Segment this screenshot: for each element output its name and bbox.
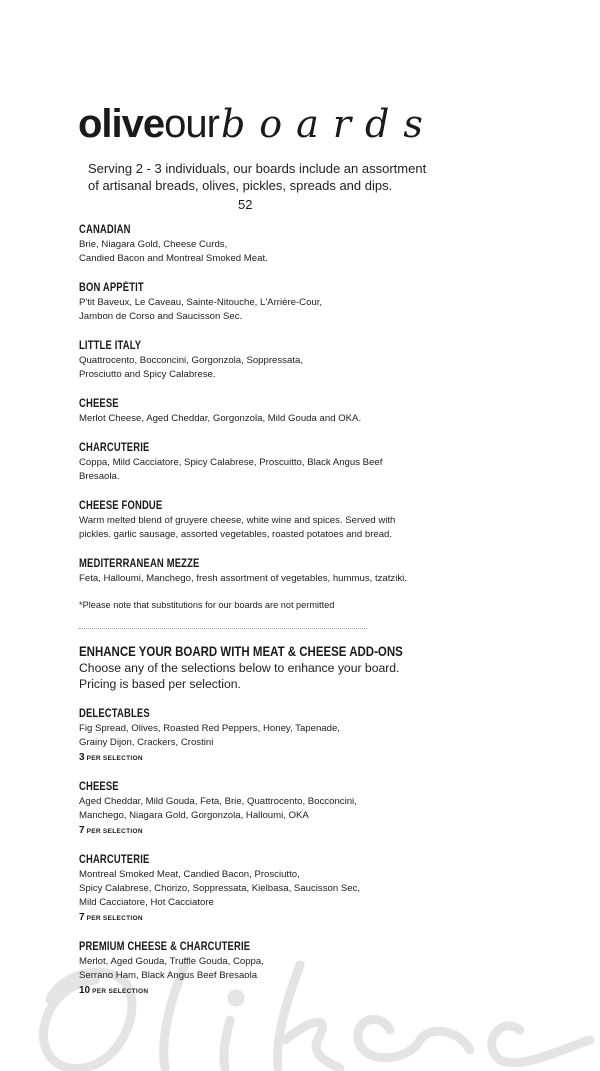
addon-price — [79, 750, 409, 766]
addon-description: Aged Cheddar, Mild Gouda, Feta, Brie, Quattrocento, Bocconcini, Manchego, Niagara Gold, Gorgonzola, Halloumi, OKA — [79, 796, 357, 821]
menu-item — [79, 336, 409, 382]
board-price: 52 — [238, 197, 253, 212]
addon-price — [79, 823, 409, 839]
addon-description: Merlot, Aged Gouda, Truffle Gouda, Coppa, Serrano Ham, Black Angus Beef Bresaola — [79, 956, 264, 981]
item-description: Quattrocento, Bocconcini, Gorgonzola, Soppressata, Prosciutto and Spicy Calabrese. — [79, 355, 303, 380]
item-name: CANADIAN — [79, 224, 131, 236]
item-name: CHEESE FONDUE — [79, 500, 163, 512]
item-description: P'tit Baveux, Le Caveau, Sainte-Nitouche, L'Arrière-Cour, Jambon de Corso and Saucisson Sec. — [79, 297, 323, 322]
price-value: 7 — [79, 912, 85, 923]
item-description: Brie, Niagara Gold, Cheese Curds, Candied Bacon and Montreal Smoked Meat. — [79, 239, 268, 264]
menu-item — [79, 394, 409, 426]
addons-title: ENHANCE YOUR BOARD WITH MEAT & CHEESE ADD-ONS — [79, 643, 403, 659]
per-selection-label: PER SELECTION — [92, 988, 149, 995]
addon-name: PREMIUM CHEESE & CHARCUTERIE — [79, 941, 251, 953]
board-list — [79, 220, 409, 586]
item-name: MEDITERRANEAN MEZZE — [79, 558, 200, 570]
item-description: Coppa, Mild Cacciatore, Spicy Calabrese, Proscuitto, Black Angus Beef Bresaola. — [79, 457, 383, 482]
addon-item — [79, 937, 409, 999]
item-name: BON APPÉTIT — [79, 282, 144, 294]
addon-name: DELECTABLES — [79, 708, 150, 720]
addon-name: CHARCUTERIE — [79, 854, 150, 866]
title-olive: olive — [78, 102, 165, 146]
addon-list — [79, 704, 409, 999]
intro-text: Serving 2 - 3 individuals, our boards include an assortment of artisanal breads, olives, pickles, spreads and dips. — [88, 161, 427, 193]
menu-content — [79, 220, 409, 1010]
price-value: 10 — [79, 985, 91, 996]
dotted-divider — [79, 628, 367, 629]
addon-item — [79, 850, 409, 926]
item-name: LITTLE ITALY — [79, 340, 142, 352]
menu-item — [79, 220, 409, 266]
per-selection-label: PER SELECTION — [86, 755, 143, 762]
menu-item — [79, 496, 409, 542]
per-selection-label: PER SELECTION — [86, 915, 143, 922]
substitution-note: *Please note that substitutions for our boards are not permitted — [79, 600, 335, 610]
menu-item — [79, 278, 409, 324]
price-value: 7 — [79, 825, 85, 836]
per-selection-label: PER SELECTION — [86, 828, 143, 835]
price-value: 3 — [79, 752, 85, 763]
addon-item — [79, 704, 409, 766]
addon-price — [79, 910, 409, 926]
page-title — [78, 104, 437, 144]
item-description: Merlot Cheese, Aged Cheddar, Gorgonzola, Mild Gouda and OKA. — [79, 413, 362, 424]
addon-price — [79, 983, 409, 999]
menu-item — [79, 438, 409, 484]
item-name: CHEESE — [79, 398, 119, 410]
item-description: Feta, Halloumi, Manchego, fresh assortment of vegetables, hummus, tzatziki. — [79, 573, 407, 584]
addon-item — [79, 777, 409, 839]
title-our: our — [164, 102, 219, 146]
addon-description: Fig Spread, Olives, Roasted Red Peppers, Honey, Tapenade, Grainy Dijon, Crackers, Crostini — [79, 723, 340, 748]
addons-description: Choose any of the selections below to enhance your board. Pricing is based per selection. — [79, 661, 400, 691]
addon-description: Montreal Smoked Meat, Candied Bacon, Prosciutto, Spicy Calabrese, Chorizo, Soppressata, Kielbasa, Saucisson Sec, Mild Cacciatore, Hot Cacciatore — [79, 869, 361, 908]
title-boards: boards — [220, 102, 437, 146]
menu-item — [79, 554, 409, 586]
item-description: Warm melted blend of gruyere cheese, white wine and spices. Served with pickles. garlic sausage, assorted vegetables, roasted potatoes and bread. — [79, 515, 396, 540]
addon-name: CHEESE — [79, 781, 119, 793]
item-name: CHARCUTERIE — [79, 442, 150, 454]
